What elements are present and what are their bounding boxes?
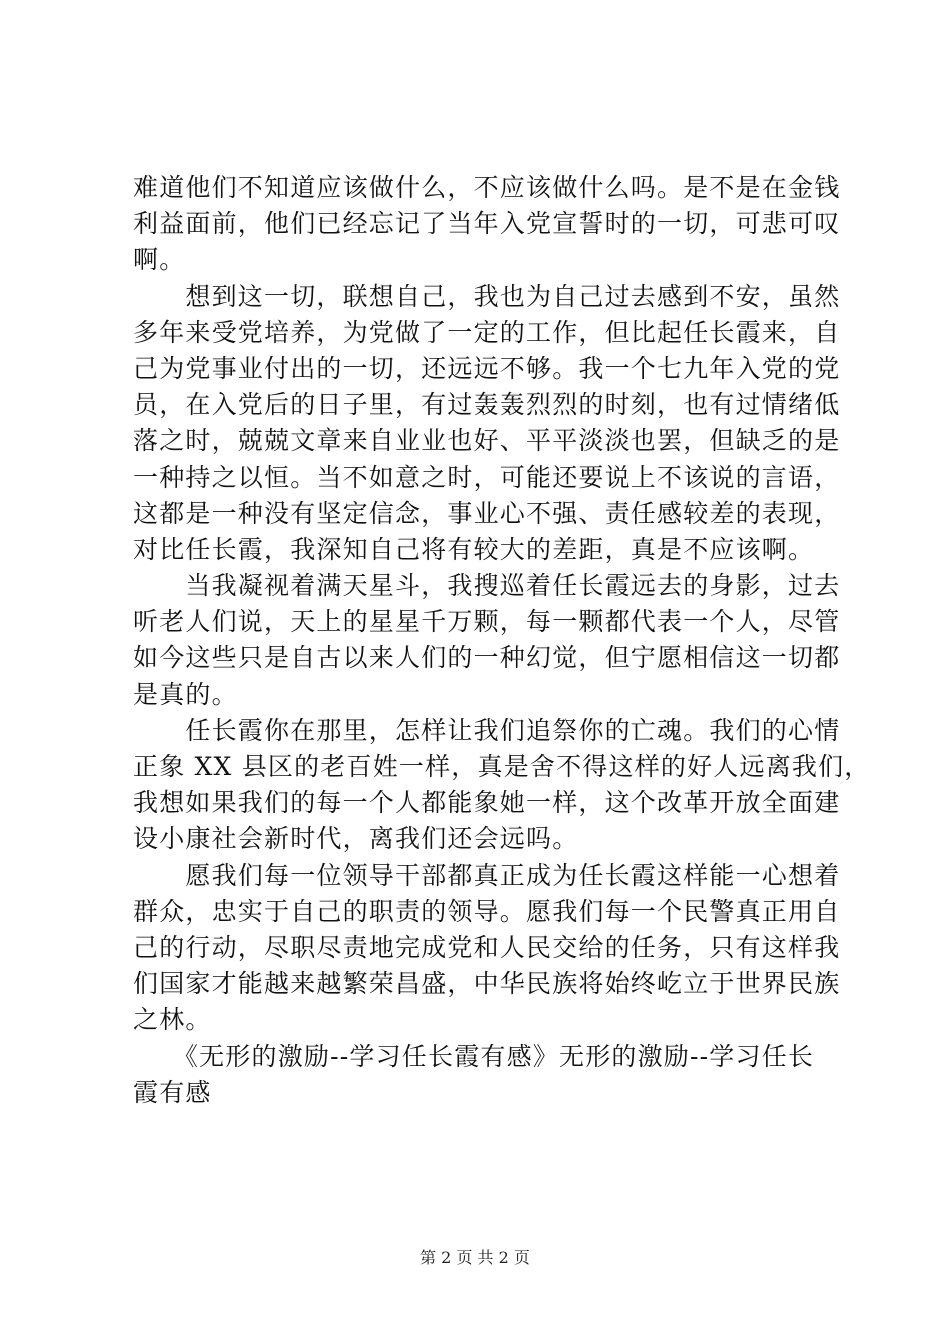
text-line: 落之时，兢兢文章来自业业也好、平平淡淡也罢，但缺乏的是: [133, 426, 841, 456]
text-line: 之林。: [133, 1005, 212, 1035]
text-line: 我想如果我们的每一个人都能象她一样，这个改革开放全面建: [133, 788, 841, 818]
text-line: 利益面前，他们已经忘记了当年入党宣誓时的一切，可悲可叹: [133, 209, 841, 239]
text-line: 愿我们每一位领导干部都真正成为任长霞这样能一心想着: [133, 860, 841, 890]
text-line: 难道他们不知道应该做什么，不应该做什么吗。是不是在金钱: [133, 173, 841, 202]
text-line: 己的行动，尽职尽责地完成党和人民交给的任务，只有这样我: [133, 932, 841, 962]
text-line: 听老人们说，天上的星星千万颗，每一颗都代表一个人，尽管: [133, 607, 841, 637]
body-text: [133, 170, 871, 1111]
text-line: 如今这些只是自古以来人们的一种幻觉，但宁愿相信这一切都: [133, 643, 841, 673]
text-line: 群众，忠实于自己的职责的领导。愿我们每一个民警真正用自: [133, 896, 841, 926]
text-line: 对比任长霞，我深知自己将有较大的差距，真是不应该啊。: [133, 534, 815, 564]
text-line: 多年来受党培养，为党做了一定的工作，但比起任长霞来，自: [133, 317, 841, 347]
text-line: 这都是一种没有坚定信念，事业心不强、责任感较差的表现，: [133, 498, 841, 528]
text-line: 霞有感: [133, 1077, 212, 1107]
text-line: 一种持之以恒。当不如意之时，可能还要说上不该说的言语，: [133, 462, 841, 492]
text-line: 想到这一切，联想自己，我也为自己过去感到不安，虽然: [133, 281, 841, 311]
text-line: 们国家才能越来越繁荣昌盛，中华民族将始终屹立于世界民族: [133, 969, 841, 999]
text-line: 设小康社会新时代，离我们还会远吗。: [133, 824, 579, 854]
text-line: 啊。: [133, 245, 186, 275]
text-line: 当我凝视着满天星斗，我搜巡着任长霞远去的身影，过去: [133, 571, 841, 601]
text-line: 己为党事业付出的一切，还远远不够。我一个七九年入党的党: [133, 353, 841, 383]
text-line: 任长霞你在那里，怎样让我们追祭你的亡魂。我们的心情: [133, 715, 841, 745]
page-footer: 第 2 页 共 2 页: [420, 1248, 530, 1267]
text-line: 是真的。: [133, 679, 238, 709]
text-line: 正象 XX 县区的老百姓一样，真是舍不得这样的好人远离我们，: [133, 752, 871, 781]
text-line: 员，在入党后的日子里，有过轰轰烈烈的时刻，也有过情绪低: [133, 390, 841, 420]
text-line: 《无形的激励--学习任长霞有感》无形的激励--学习任长: [133, 1041, 815, 1071]
